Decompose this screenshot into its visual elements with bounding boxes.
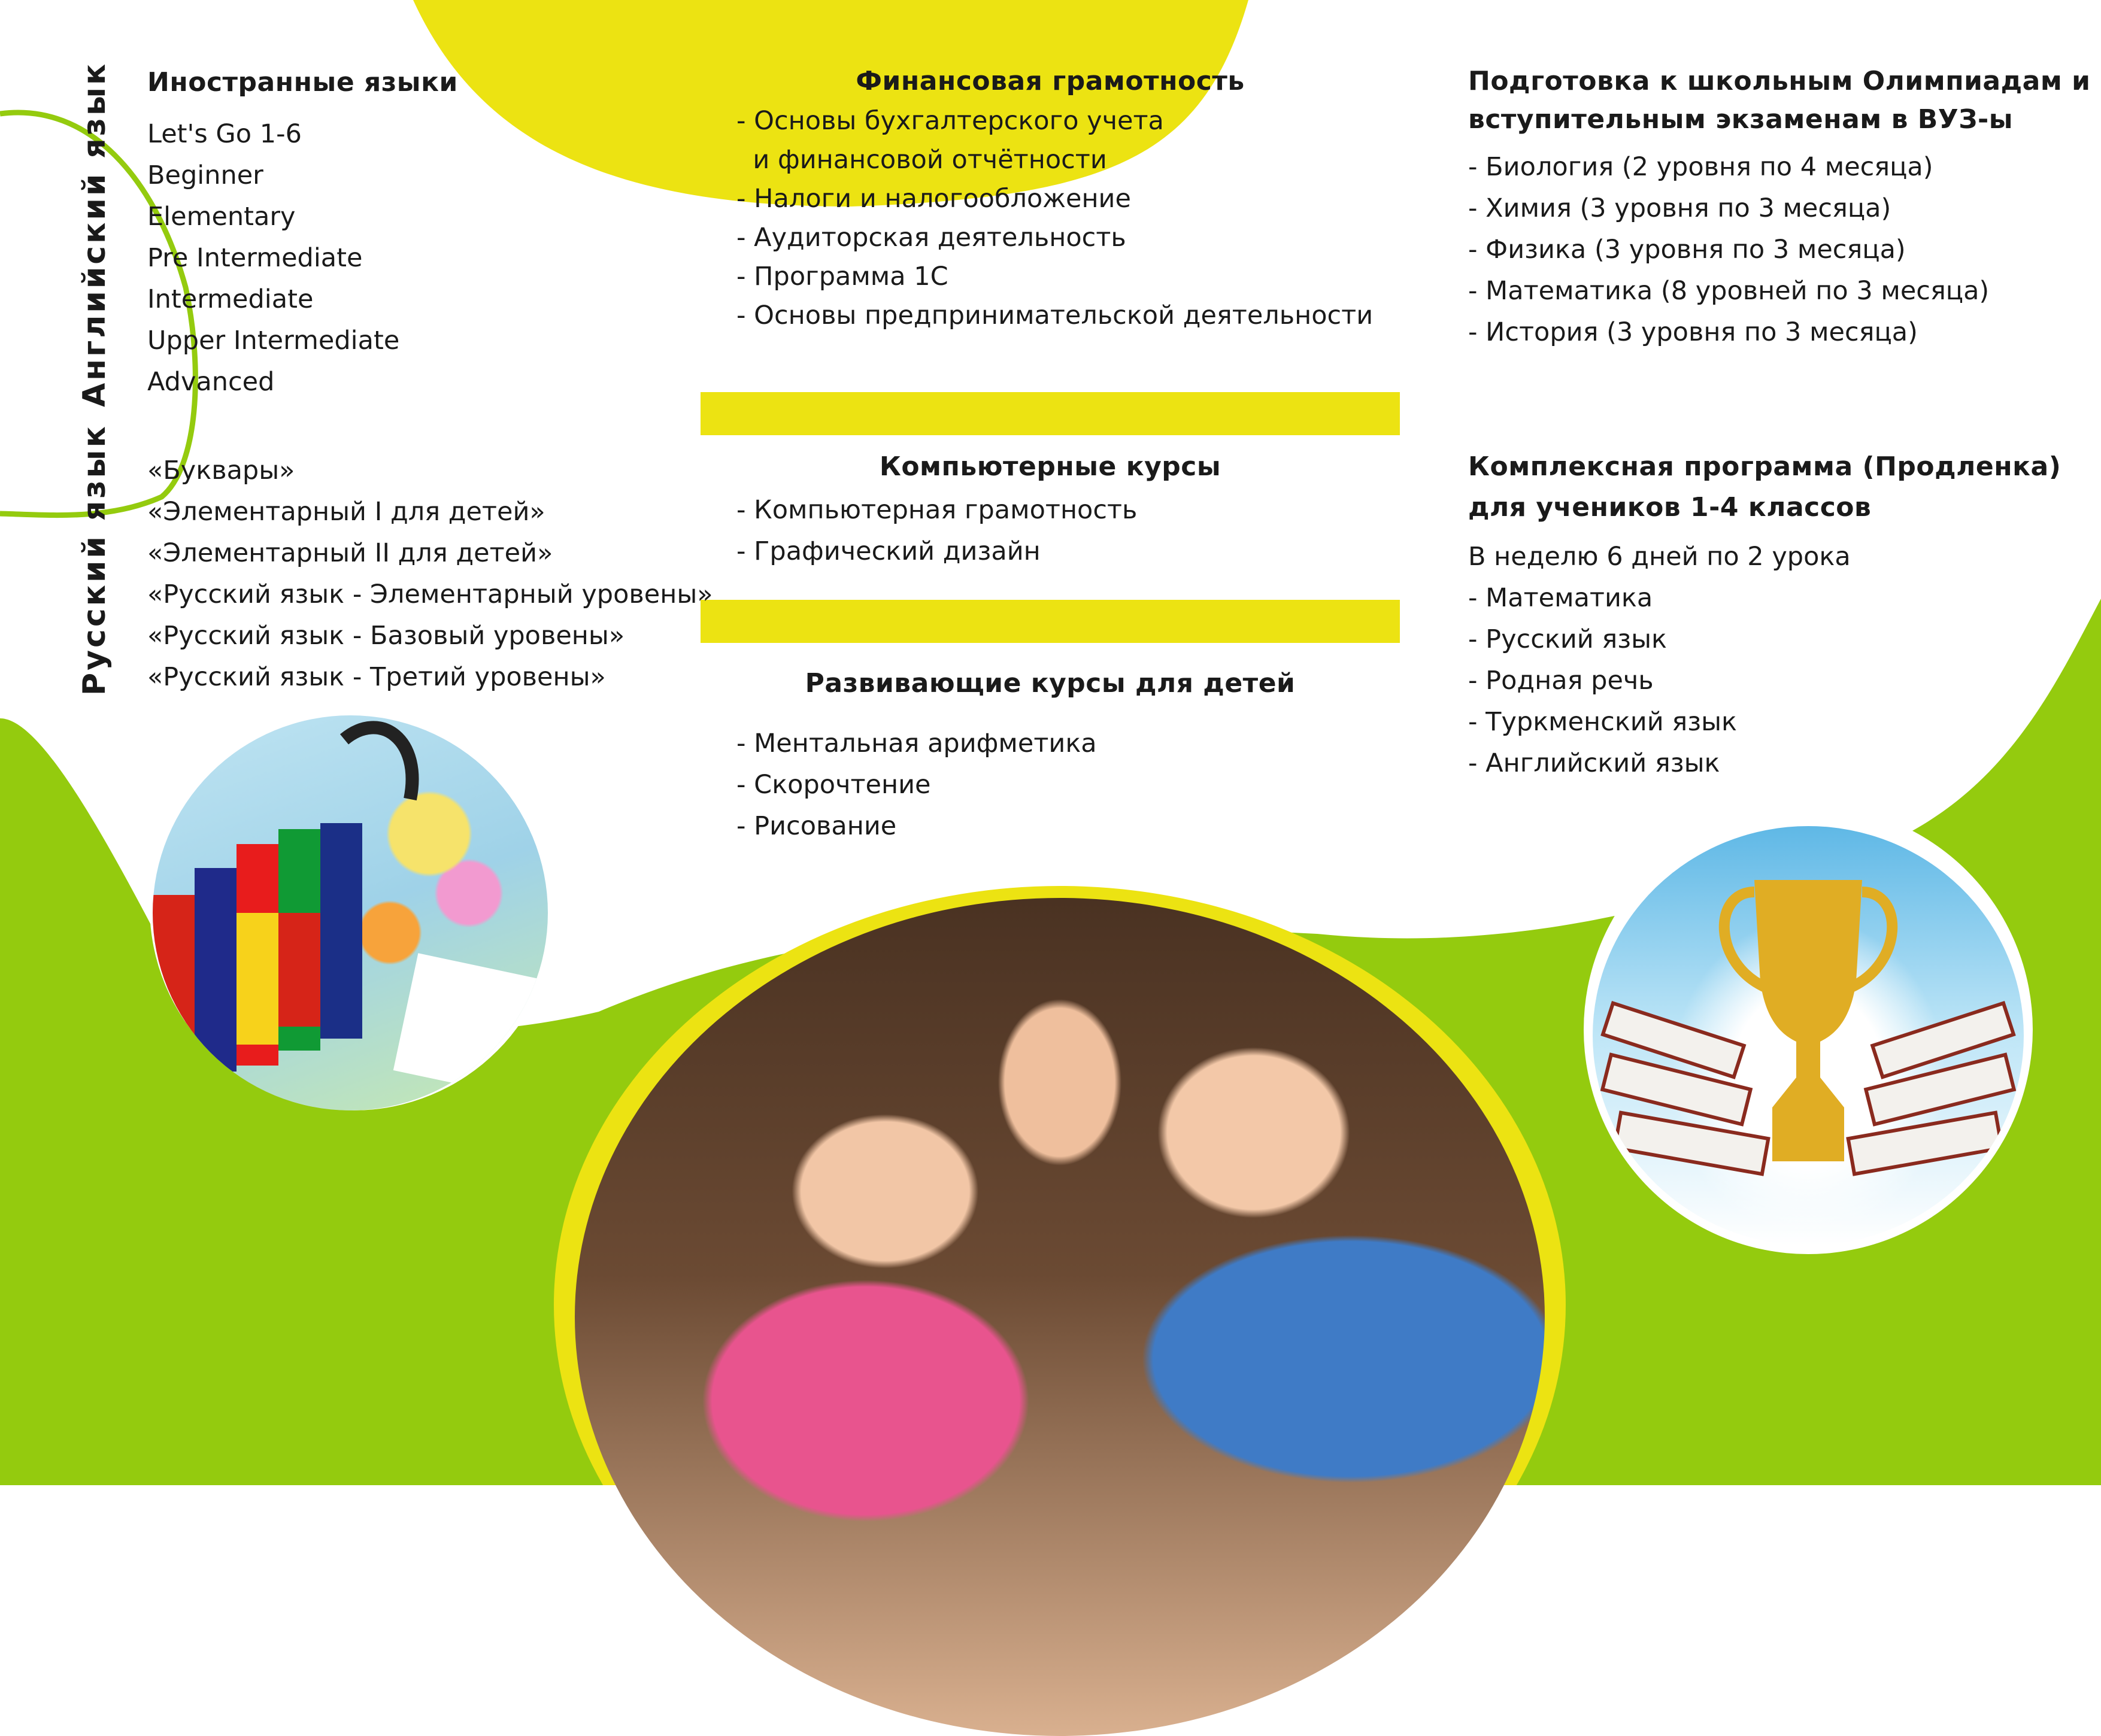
english-item: Let's Go 1-6 <box>147 119 302 149</box>
russian-item: «Буквары» <box>147 456 295 485</box>
olympiad-item: - Математика (8 уровней по 3 месяца) <box>1468 276 1990 306</box>
finance-item: - Аудиторская деятельность <box>736 223 1126 253</box>
students-thumbs-up-image <box>575 898 1545 1736</box>
trophy-books-image <box>1593 826 2024 1245</box>
olympiad-item: - Биология (2 уровня по 4 месяца) <box>1468 152 1933 182</box>
complex-item: - Математика <box>1468 583 1653 613</box>
olympiad-item: - Физика (3 уровня по 3 месяца) <box>1468 235 1906 265</box>
computer-courses-title: Компьютерные курсы <box>879 451 1221 482</box>
complex-program-title-line-2: для учеников 1-4 классов <box>1468 492 1872 523</box>
english-item: Beginner <box>147 160 263 190</box>
trophy-icon <box>1593 826 2024 1245</box>
finance-item: - Основы бухгалтерского учета <box>736 106 1164 136</box>
yellow-divider-1 <box>701 392 1400 435</box>
complex-item: - Родная речь <box>1468 666 1654 696</box>
complex-item: - Английский язык <box>1468 748 1720 778</box>
computer-item: - Компьютерная грамотность <box>736 495 1138 525</box>
russian-item: «Русский язык - Третий уровены» <box>147 662 606 692</box>
english-item: Elementary <box>147 202 296 232</box>
complex-item: - Туркменский язык <box>1468 707 1738 737</box>
kids-course-list <box>736 723 1097 847</box>
finance-course-list <box>736 102 1373 335</box>
complex-item: - Русский язык <box>1468 624 1668 654</box>
finance-title: Финансовая грамотность <box>856 66 1245 96</box>
russian-item: «Элементарный II для детей» <box>147 538 553 568</box>
books-illustration <box>153 715 548 1110</box>
russian-course-list <box>147 450 713 698</box>
kids-item: - Скорочтение <box>736 770 931 800</box>
finance-item: - Программа 1С <box>736 262 948 292</box>
english-course-list <box>147 114 399 403</box>
language-books-image <box>153 715 548 1110</box>
foreign-languages-title: Иностранные языки <box>147 67 458 98</box>
russian-item: «Русский язык - Базовый уровены» <box>147 621 625 651</box>
complex-program-subject-list <box>1468 578 1737 784</box>
olympiad-item: - Химия (3 уровня по 3 месяца) <box>1468 193 1891 223</box>
english-item: Upper Intermediate <box>147 326 400 356</box>
computer-course-list <box>736 490 1137 572</box>
kids-item: - Рисование <box>736 811 897 841</box>
russian-item: «Элементарный I для детей» <box>147 497 545 527</box>
olympiad-title-line-1: Подготовка к школьным Олимпиадам и <box>1468 66 2091 96</box>
russian-item: «Русский язык - Элементарный уровены» <box>147 579 713 609</box>
finance-item: и финансовой отчётности <box>736 145 1107 175</box>
olympiad-item: - История (3 уровня по 3 месяца) <box>1468 317 1918 347</box>
finance-item: - Налоги и налогообложение <box>736 184 1131 214</box>
yellow-divider-2 <box>701 600 1400 643</box>
english-vertical-label: Английский язык <box>77 61 113 407</box>
english-item: Intermediate <box>147 284 314 314</box>
olympiad-course-list <box>1468 147 1989 353</box>
kids-item: - Ментальная арифметика <box>736 729 1097 758</box>
english-item: Pre Intermediate <box>147 243 363 273</box>
complex-program-title-line-1: Комплексная программа (Продленка) <box>1468 451 2061 482</box>
computer-item: - Графический дизайн <box>736 536 1041 566</box>
olympiad-title-line-2: вступительным экзаменам в ВУЗ-ы <box>1468 104 2014 135</box>
russian-vertical-label: Русский язык <box>77 424 113 696</box>
finance-item: - Основы предпринимательской деятельности <box>736 301 1374 330</box>
kids-courses-title: Развивающие курсы для детей <box>805 668 1296 699</box>
complex-program-schedule: В неделю 6 дней по 2 урока <box>1468 542 1851 572</box>
english-item: Advanced <box>147 367 275 397</box>
